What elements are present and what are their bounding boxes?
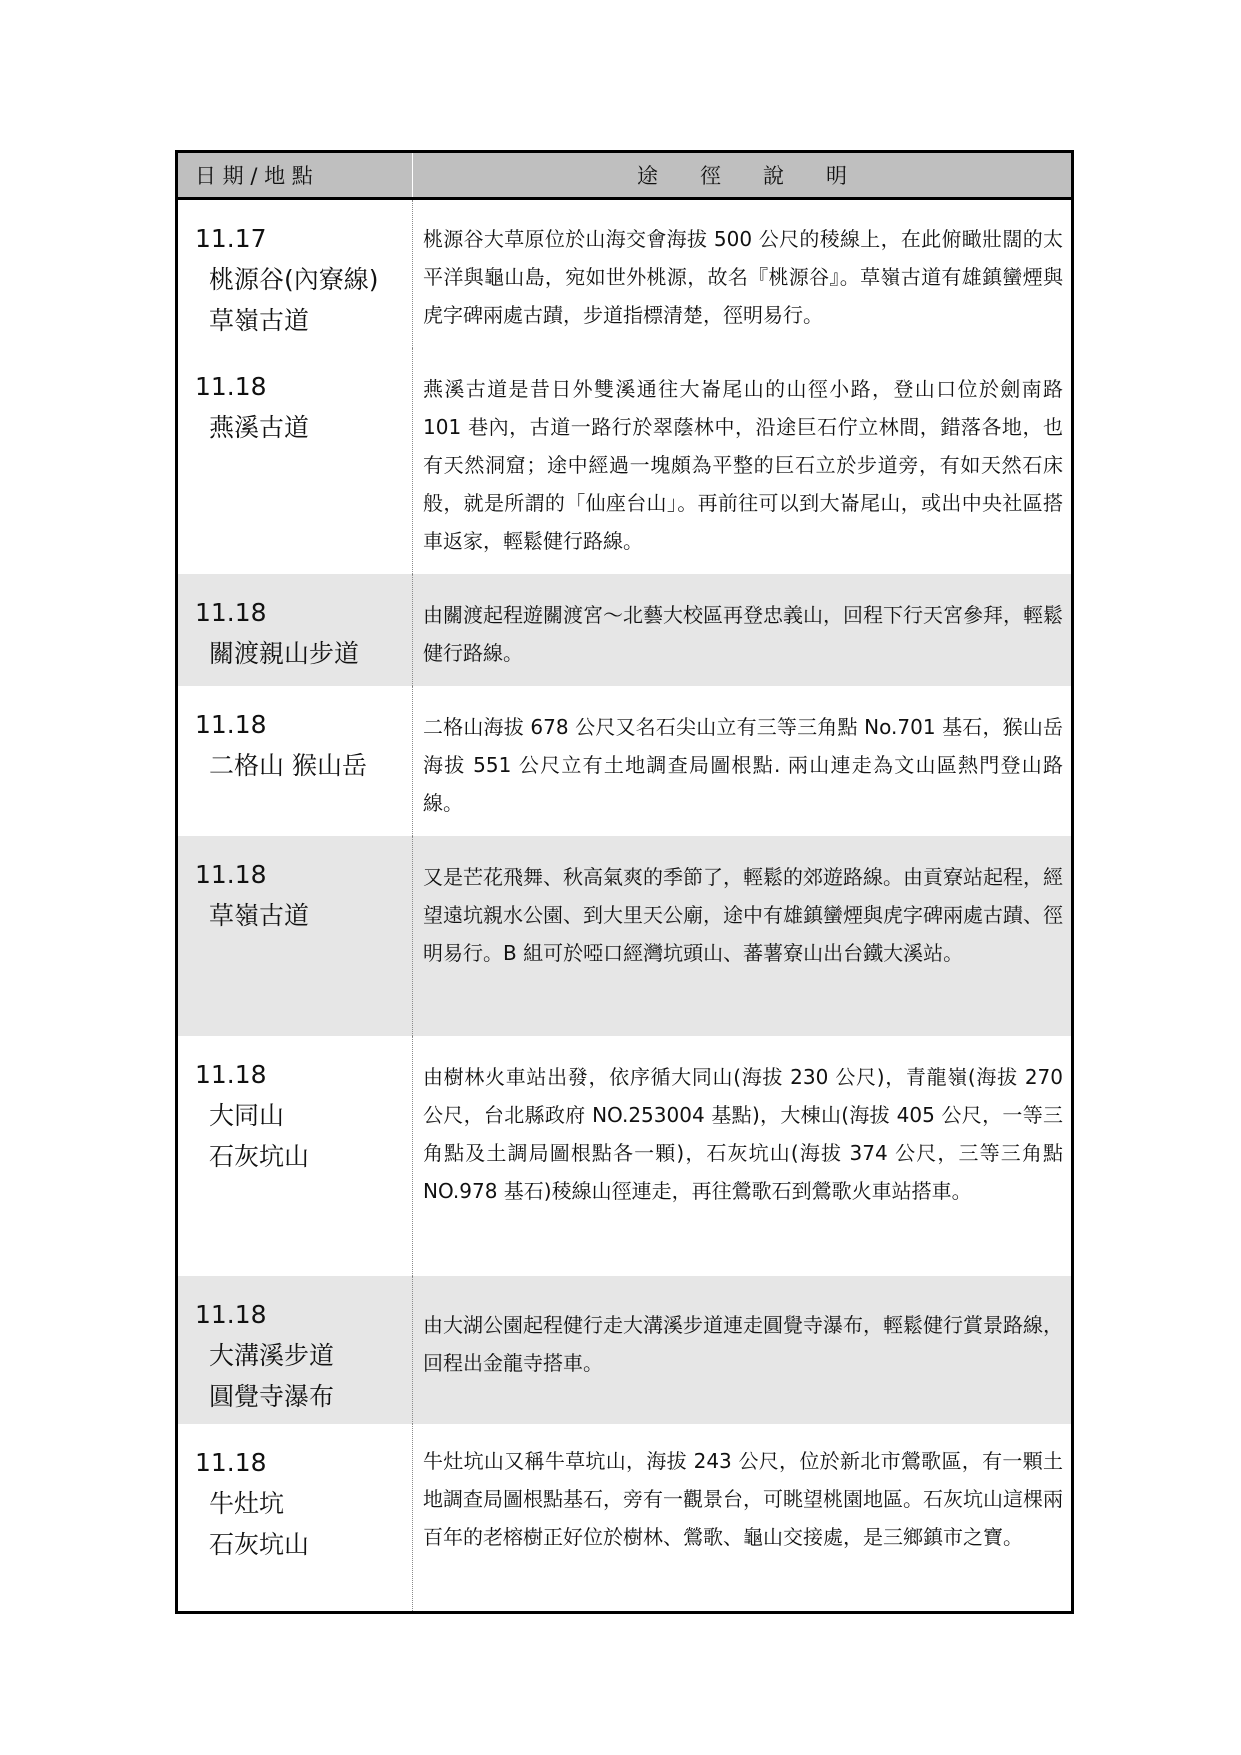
description-cell: 桃源谷大草原位於山海交會海拔 500 公尺的稜線上，在此俯瞰壯闊的太平洋與龜山島，宛如世外桃源，故名『桃源谷』。草嶺古道有雄鎮蠻煙與虎字碑兩處古蹟，步道指標清楚，徑明易行。 [413,199,1073,349]
row-place: 草嶺古道 [209,901,310,930]
row-place: 桃源谷(內寮線) [209,265,379,294]
description-cell: 又是芒花飛舞、秋高氣爽的季節了，輕鬆的郊遊路線。由貢寮站起程，經望遠坑親水公園、到大里天公廟，途中有雄鎮蠻煙與虎字碑兩處古蹟、徑明易行。B 組可於啞口經灣坑頭山、蕃薯寮山出台鐵大溪站。 [413,836,1073,1036]
date-location-cell [177,574,413,686]
row-date: 11.18 [195,372,267,401]
header-route-description: 途 徑 說 明 [413,152,1073,199]
date-location-cell [177,1424,413,1612]
date-location-cell [177,1036,413,1276]
row-place: 二格山 猴山岳 [209,751,367,780]
row-place: 牛灶坑 [209,1489,285,1518]
date-location-cell [177,686,413,836]
description-cell: 由關渡起程遊關渡宮～北藝大校區再登忠義山，回程下行天宮參拜，輕鬆健行路線。 [413,574,1073,686]
table-row [177,1424,1073,1612]
date-location-cell [177,199,413,349]
description-cell: 二格山海拔 678 公尺又名石尖山立有三等三角點 No.701 基石，猴山岳海拔 551 公尺立有土地調查局圖根點. 兩山連走為文山區熱門登山路線。 [413,686,1073,836]
row-date: 11.18 [195,1060,267,1089]
row-place: 石灰坑山 [209,1530,310,1559]
table-row [177,199,1073,349]
row-place: 圓覺寺瀑布 [209,1382,335,1411]
row-place: 大同山 [209,1101,285,1130]
row-date: 11.18 [195,1300,267,1329]
row-date: 11.18 [195,710,267,739]
table-row [177,1036,1073,1276]
row-date: 11.18 [195,598,267,627]
description-cell: 燕溪古道是昔日外雙溪通往大崙尾山的山徑小路，登山口位於劍南路 101 巷內，古道一路行於翠蔭林中，沿途巨石佇立林間，錯落各地，也有天然洞窟；途中經過一塊頗為平整的巨石立於步道旁，有如天然石床般，就是所謂的「仙座台山」。再前往可以到大崙尾山，或出中央社區搭車返家，輕鬆健行路線。 [413,348,1073,574]
date-location-cell [177,348,413,574]
row-date: 11.17 [195,224,267,253]
table-row [177,574,1073,686]
row-place: 大溝溪步道 [209,1341,335,1370]
date-location-cell [177,836,413,1036]
header-date-location: 日 期 / 地 點 [177,152,413,199]
table-header-row [177,152,1073,199]
description-cell: 由大湖公園起程健行走大溝溪步道連走圓覺寺瀑布，輕鬆健行賞景路線，回程出金龍寺搭車。 [413,1276,1073,1424]
itinerary-table [175,150,1074,1614]
description-cell: 由樹林火車站出發，依序循大同山(海拔 230 公尺)，青龍嶺(海拔 270 公尺，台北縣政府 NO.253004 基點)，大棟山(海拔 405 公尺，一等三角點及土調局圖根點各一顆)，石灰坑山(海拔 374 公尺，三等三角點 NO.978 基石)稜線山徑連走，再往鶯歌石到鶯歌火車站搭車。 [413,1036,1073,1276]
row-date: 11.18 [195,1448,267,1477]
row-place: 草嶺古道 [209,306,310,335]
table-row [177,686,1073,836]
row-place: 石灰坑山 [209,1142,310,1171]
table-row [177,1276,1073,1424]
table-row [177,836,1073,1036]
table-row [177,348,1073,574]
row-date: 11.18 [195,860,267,889]
date-location-cell [177,1276,413,1424]
description-cell: 牛灶坑山又稱牛草坑山，海拔 243 公尺，位於新北市鶯歌區，有一顆土地調查局圖根點基石，旁有一觀景台，可眺望桃園地區。石灰坑山這棵兩百年的老榕樹正好位於樹林、鶯歌、龜山交接處，是三鄉鎮市之寶。 [413,1424,1073,1612]
row-place: 燕溪古道 [209,413,310,442]
row-place: 關渡親山步道 [209,639,360,668]
